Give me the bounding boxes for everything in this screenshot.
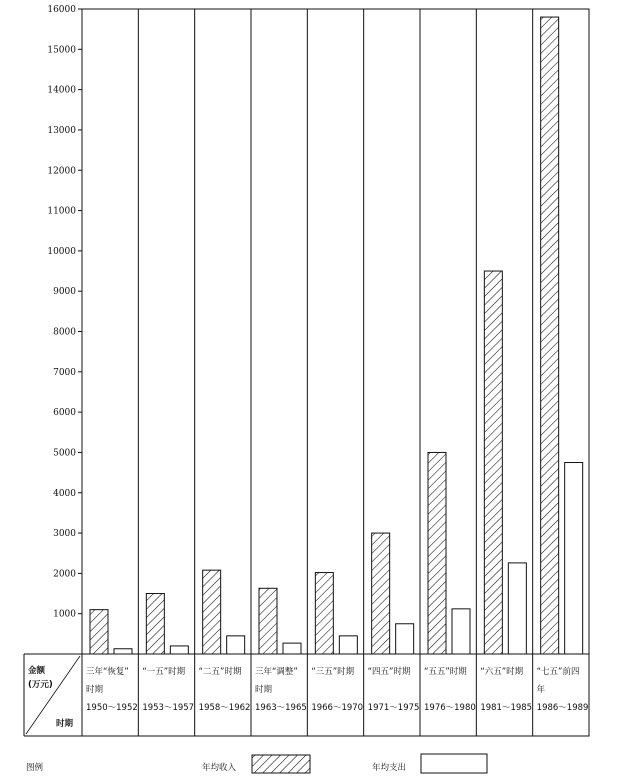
y-tick-label: 11000 — [47, 206, 76, 217]
y-tick-label: 9000 — [53, 287, 76, 298]
category-label: 1971～1975 — [367, 703, 420, 713]
bar-income — [315, 573, 333, 654]
category-label: 三年“恢复” — [86, 667, 129, 677]
legend — [26, 754, 487, 773]
category-labels — [86, 666, 588, 713]
y-tick-label: 1000 — [53, 609, 76, 620]
bar-expenditure — [170, 646, 188, 654]
bar-expenditure — [396, 624, 414, 654]
y-tick-label: 16000 — [47, 5, 76, 15]
category-label: 1976～1980 — [424, 703, 476, 713]
bar-expenditure — [114, 649, 132, 654]
y-tick-label: 7000 — [53, 367, 76, 378]
bar-income — [372, 533, 390, 654]
x-unit-label: 时期 — [56, 719, 74, 729]
y-axis — [47, 5, 82, 620]
category-label: “三五”时期 — [311, 667, 355, 677]
y-tick-label: 13000 — [47, 125, 76, 136]
y-tick-label: 6000 — [53, 408, 76, 419]
y-tick-label: 8000 — [53, 327, 76, 338]
bar-expenditure — [339, 636, 357, 654]
bar-expenditure — [283, 643, 301, 654]
legend-title: 图例 — [26, 763, 44, 773]
y-tick-label: 4000 — [53, 488, 76, 499]
category-label: 1981～1985 — [480, 703, 533, 713]
category-label: 1963～1965 — [255, 703, 307, 713]
y-tick-label: 15000 — [47, 45, 76, 56]
y-unit-label: (万元) — [28, 680, 53, 690]
legend-swatch-expenditure — [421, 754, 487, 773]
legend-swatch-income — [252, 755, 310, 773]
category-label: 时期 — [86, 685, 104, 695]
bars — [90, 17, 583, 654]
corner-header — [26, 656, 80, 734]
category-label: 年 — [536, 685, 546, 695]
category-label: 1986～1989 — [536, 703, 589, 713]
category-label: “四五”时期 — [367, 667, 411, 677]
bar-income — [90, 610, 108, 654]
bar-income — [541, 17, 559, 654]
category-label: 1966～1970 — [311, 703, 364, 713]
category-label: “一五”时期 — [142, 667, 186, 677]
bar-expenditure — [452, 609, 470, 654]
category-label: 1958～1962 — [198, 703, 251, 713]
legend-label-income: 年均收入 — [202, 763, 237, 773]
category-label: 1950～1952 — [86, 703, 138, 713]
plot-frame — [24, 9, 589, 736]
bar-expenditure — [565, 463, 583, 654]
category-label: 三年“调整” — [255, 667, 298, 677]
y-tick-label: 5000 — [53, 448, 76, 459]
y-tick-label: 10000 — [47, 246, 76, 257]
bar-income — [484, 271, 502, 654]
bar-expenditure — [508, 563, 526, 654]
bar-income — [203, 570, 221, 654]
y-tick-label: 14000 — [47, 85, 76, 96]
bar-expenditure — [227, 636, 245, 654]
category-label: “六五”时期 — [480, 667, 524, 677]
bar-income — [146, 594, 164, 654]
y-tick-label: 2000 — [53, 569, 76, 580]
y-tick-label: 12000 — [47, 166, 76, 177]
y-unit-label: 金额 — [28, 666, 46, 676]
bar-income — [259, 588, 277, 654]
category-label: “七五”前四 — [536, 667, 580, 677]
category-label: “二五”时期 — [198, 667, 242, 677]
bar-income — [428, 452, 446, 654]
legend-label-expenditure: 年均支出 — [372, 763, 407, 773]
category-label: 时期 — [255, 685, 273, 695]
y-tick-label: 3000 — [53, 529, 76, 540]
category-label: 1953～1957 — [142, 703, 195, 713]
category-label: “五五”时期 — [424, 667, 467, 677]
